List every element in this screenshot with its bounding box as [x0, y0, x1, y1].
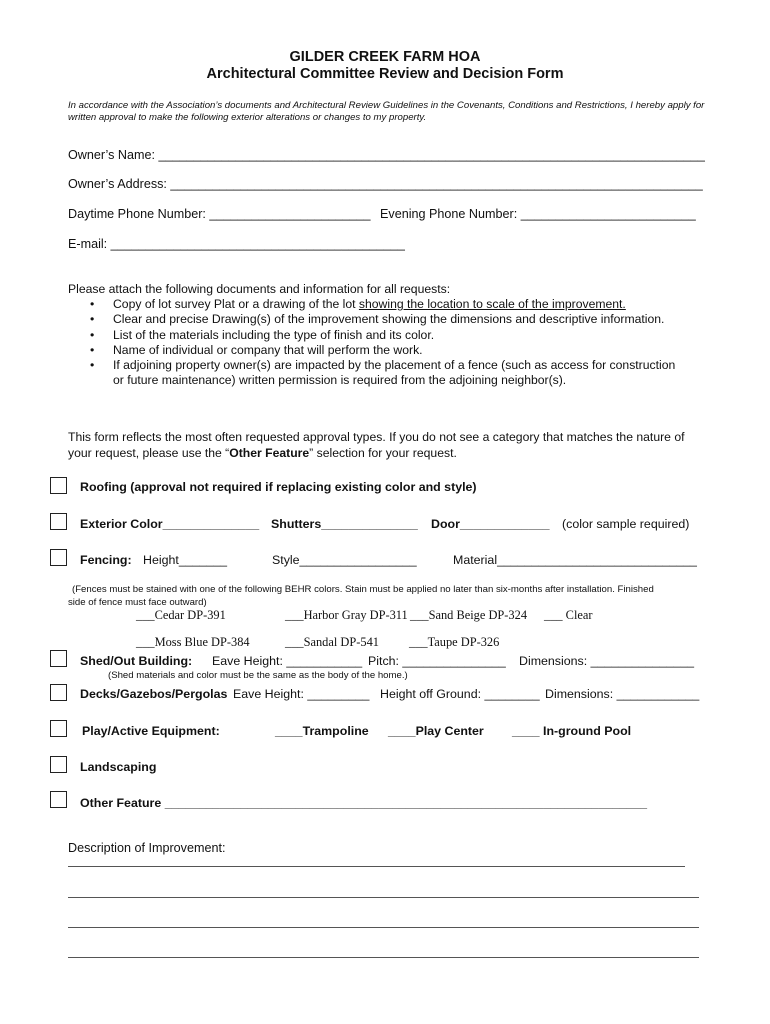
fence-material-field[interactable]: Material_____________________________ — [453, 553, 697, 567]
description-line[interactable] — [68, 866, 685, 867]
org-name: GILDER CREEK FARM HOA — [289, 49, 481, 65]
category-note: This form reflects the most often requested approval types. If you do not see a category that matches the nature of your request, please use the “Other Feature” selection for your request. — [68, 430, 685, 460]
exterior-checkbox[interactable] — [50, 513, 67, 530]
fencing-label: Fencing: — [80, 553, 132, 567]
roofing-label: Roofing (approval not required if replacing existing color and style) — [80, 480, 477, 494]
owner-name-field[interactable]: Owner’s Name: ______________________________________________________________________________ — [68, 148, 705, 162]
daytime-phone-field[interactable]: Daytime Phone Number: _______________________ — [68, 207, 371, 221]
play-center-option[interactable]: ____Play Center — [388, 724, 484, 738]
color-sample-note: (color sample required) — [562, 517, 690, 531]
landscaping-label: Landscaping — [80, 760, 157, 774]
deck-eave-height-field[interactable]: Eave Height: _________ — [233, 687, 370, 701]
fencing-checkbox[interactable] — [50, 549, 67, 566]
stain-sandal-option[interactable]: ___Sandal DP-541 — [285, 635, 379, 649]
form-title: Architectural Committee Review and Decision Form — [206, 66, 564, 82]
intro-text: In accordance with the Association’s documents and Architectural Review Guidelines in the Covenants, Conditions and Restrictions, I hereby apply for written approval to make the following exterior alterations or changes to my property. — [68, 100, 705, 123]
landscaping-checkbox[interactable] — [50, 756, 67, 773]
exterior-color-field[interactable]: Exterior Color______________ — [80, 517, 260, 531]
requirement-item: • Clear and precise Drawing(s) of the improvement showing the dimensions and descriptive information. — [68, 312, 675, 327]
fence-style-field[interactable]: Style_________________ — [272, 553, 417, 567]
stain-sand-beige-option[interactable]: ___Sand Beige DP-324 — [410, 608, 528, 622]
in-ground-pool-option[interactable]: ____ In-ground Pool — [512, 724, 632, 738]
stain-taupe-option[interactable]: ___Taupe DP-326 — [409, 635, 500, 649]
shed-note: (Shed materials and color must be the same as the body of the home.) — [108, 670, 408, 681]
door-field[interactable]: Door_____________ — [431, 517, 550, 531]
requirements-list — [68, 282, 675, 388]
requirement-item: • Name of individual or company that will perform the work. — [68, 343, 675, 358]
requirement-item: • List of the materials including the type of finish and its color. — [68, 328, 675, 343]
shed-checkbox[interactable] — [50, 650, 67, 667]
evening-phone-field[interactable]: Evening Phone Number: _________________________ — [380, 207, 696, 221]
requirement-item: • Copy of lot survey Plat or a drawing of the lot showing the location to scale of the improvement. — [68, 297, 675, 312]
shed-eave-height-field[interactable]: Eave Height: ___________ — [212, 654, 363, 668]
deck-dimensions-field[interactable]: Dimensions: ____________ — [545, 687, 700, 701]
other-feature-field[interactable]: Other Feature ______________________________________________________________________ — [80, 796, 648, 810]
fence-note-line1: (Fences must be stained with one of the following BEHR colors. Stain must be applied no later than six-months after installation. Finished — [72, 584, 654, 595]
play-equipment-checkbox[interactable] — [50, 720, 67, 737]
decks-checkbox[interactable] — [50, 684, 67, 701]
shed-label: Shed/Out Building: — [80, 654, 193, 668]
description-line[interactable] — [68, 957, 699, 958]
fence-note-line2: side of fence must face outward) — [68, 597, 207, 608]
requirements-intro: Please attach the following documents and information for all requests: — [68, 282, 451, 296]
other-feature-checkbox[interactable] — [50, 791, 67, 808]
owner-address-field[interactable]: Owner’s Address: ____________________________________________________________________________ — [68, 177, 703, 191]
shed-dimensions-field[interactable]: Dimensions: _______________ — [519, 654, 694, 668]
roofing-checkbox[interactable] — [50, 477, 67, 494]
email-field[interactable]: E-mail: __________________________________________ — [68, 237, 405, 251]
play-equipment-label: Play/Active Equipment: — [82, 724, 220, 738]
decks-label: Decks/Gazebos/Pergolas — [80, 687, 228, 701]
stain-moss-blue-option[interactable]: ___Moss Blue DP-384 — [136, 635, 250, 649]
description-label: Description of Improvement: — [68, 841, 226, 855]
fence-height-field[interactable]: Height_______ — [143, 553, 228, 567]
height-off-ground-field[interactable]: Height off Ground: ________ — [380, 687, 540, 701]
stain-harbor-gray-option[interactable]: ___Harbor Gray DP-311 — [285, 608, 408, 622]
description-line[interactable] — [68, 927, 699, 928]
requirement-item: • If adjoining property owner(s) are impacted by the placement of a fence (such as access for construction or future maintenance) written permission is required from the adjoining neighbor(s). — [68, 358, 675, 388]
trampoline-option[interactable]: ____Trampoline — [275, 724, 369, 738]
description-line[interactable] — [68, 897, 699, 898]
stain-clear-option[interactable]: ___ Clear — [544, 608, 593, 622]
stain-cedar-option[interactable]: ___Cedar DP-391 — [136, 608, 226, 622]
shed-pitch-field[interactable]: Pitch: _______________ — [368, 654, 506, 668]
shutters-field[interactable]: Shutters______________ — [271, 517, 418, 531]
